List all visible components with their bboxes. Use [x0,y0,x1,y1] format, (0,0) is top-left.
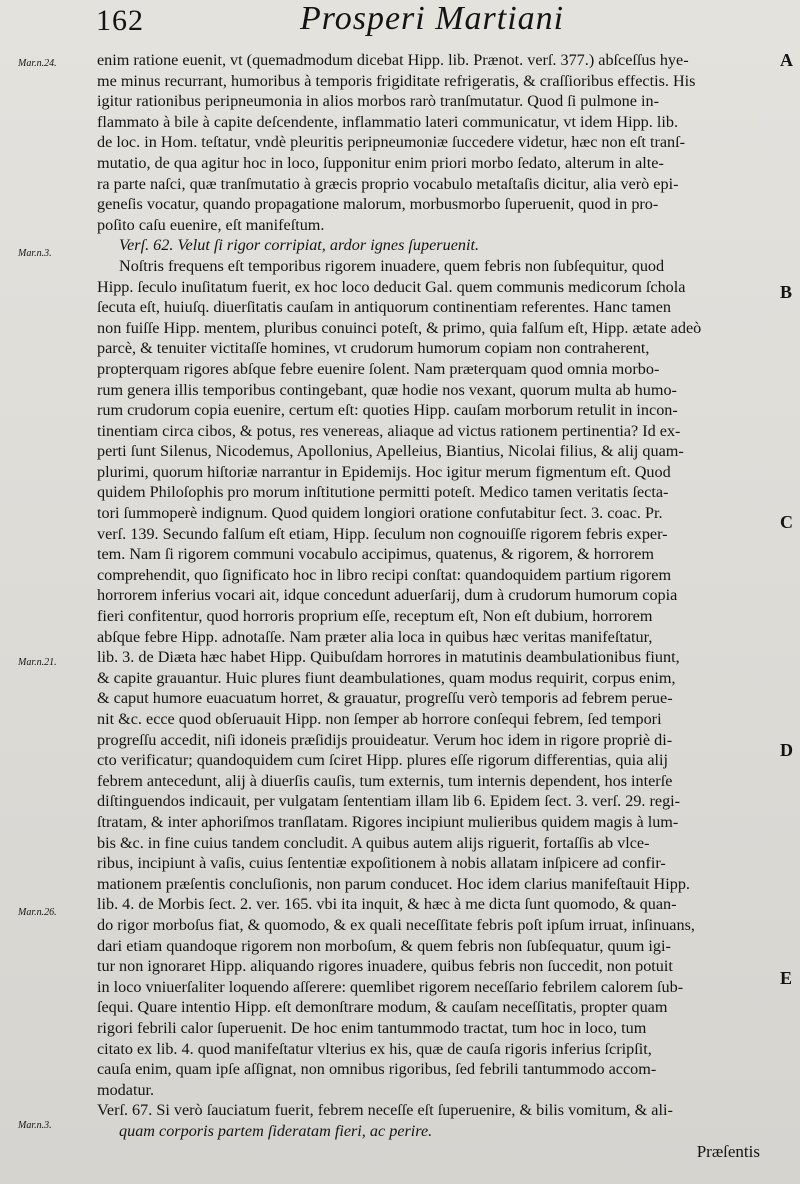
text-line: ſequi. Quare intentio Hipp. eſt demonſtrare modum, & cauſam neceſſitatis, propter quam [97,998,668,1017]
running-title: Prosperi Martiani [300,0,565,37]
margin-note: Mar.n.3. [18,1120,52,1131]
text-line: poſito caſu euenire, eſt manifeſtum. [97,215,325,234]
text-line: mutatio, de qua agitur hoc in loco, ſupponitur enim priori morbo ſedato, alterum in alte- [97,153,664,172]
text-line: mationem præſentis concluſionis, non parum conducet. Hoc idem clarius manifeſtauit Hipp. [97,874,690,893]
margin-note: Mar.n.26. [18,907,57,918]
text-line: tinentiam circa cibos, & potus, res venereas, aliaque ad victus rationem pertinentia? Id ex- [97,421,681,440]
verse-heading: quam corporis partem ſideratam fieri, ac perire. [119,1121,433,1140]
text-line: lib. 4. de Morbis ſect. 2. ver. 165. vbi ita inquit, & hæc à me dicta ſunt quomodo, & quan- [97,895,677,914]
text-line: ſtratam, & inter aphoriſmos tranſlatam. Rigores incipiunt mulieribus quidem magis à lum- [97,812,679,831]
text-line: modatur. [97,1080,155,1099]
text-line: horrorem inferius vocari ait, idque concedunt aduerſarij, dum à crudorum humorum copia [97,586,678,605]
body-text [97,50,769,1162]
text-line: tori ſummoperè indignum. Quod quidem longiori oratione confutabitur ſect. 3. coac. Pr. [97,504,663,523]
text-line: parcè, & tenuiter victitaſſe homines, vt crudorum humorum copiam non contraherent, [97,339,650,358]
text-line: igitur rationibus peripneumonia in alios morbos rarò tranſmutatur. Quod ſi pulmone in- [97,92,659,111]
text-line: & caput humore euacuatum horret, & grauatur, progreſſu verò temporis ad febrem perue- [97,689,673,708]
margin-letter: B [780,282,793,302]
margin-letter: C [780,512,793,532]
text-line: rum genera illis temporibus contingebant, quæ hodie nos vexant, quorum multa ab humo- [97,380,677,399]
text-line: ſecuta eſt, huiuſq. diuerſitatis cauſam in antiquorum continentiam referentes. Hanc tamen [97,298,672,317]
text-line: me minus recurrant, humoribus à temporis frigiditate refrigeratis, & craſſioribus effectis. His [97,71,696,90]
margin-note: Mar.n.24. [18,58,57,69]
text-line: rigori febrili calor ſuperuenit. De hoc enim tantummodo tractat, tum hoc in loco, tum [97,1018,647,1037]
text-line: Noſtris frequens eſt temporibus rigorem inuadere, quem febris non ſubſequitur, quod [119,256,665,275]
text-line: tem. Nam ſi rigorem communi vocabulo accipimus, quatenus, & rigorem, & horrorem [97,545,654,564]
text-line: do rigor morboſus fiat, & quomodo, & ex quali neceſſitate febris poſt ipſum irruat, inſinuans, [97,915,695,934]
text-line: citato ex lib. 4. quod manifeſtatur vlterius ex his, quæ de cauſa rigoris inferius ſcripſit, [97,1039,652,1058]
text-line: comprehendit, quo ſignificato hoc in libro recipi conſtat: quandoquidem partium rigorem [97,565,672,584]
text-line: quidem Philoſophis pro morum inſtitutione permitti poteſt. Medico tamen veritatis ſecta- [97,483,669,502]
text-line: in loco vniuerſaliter loquendo aſſerere: quemlibet rigorem neceſſario febrilem calorem ſub- [97,977,684,996]
text-line: geneſis vocatur, quando propagatione malorum, morbusmorbo ſuperuenit, quod in pro- [97,195,659,214]
text-line: cauſa enim, quam ipſe aſſignat, non omnibus rigoribus, ſed febrili tantummodo accom- [97,1060,657,1079]
text-line: & capite grauantur. Huic plures fiunt deambulationes, quam modus requirit, corpus enim, [97,668,676,687]
verse-heading: Verſ. 62. Velut ſi rigor corripiat, ardor ignes ſuperuenit. [119,236,480,255]
text-line: verſ. 139. Secundo falſum eſt etiam, Hipp. ſeculum non cognouiſſe rigorem febris exper- [97,524,668,543]
text-line: flammato à bile à capite deſcendente, inflammatio lateri communicatur, vt idem Hipp. lib. [97,112,679,131]
text-line: progreſſu accedit, niſi idoneis præſidijs prouideatur. Verum hoc idem in rigore propriè di- [97,730,673,749]
text-line: abſque febre Hipp. adnotaſſe. Nam præter alia loca in quibus hæc veritas manifeſtatur, [97,627,653,646]
text-line: febrem antecedunt, alij à diuerſis cauſis, tum externis, tum internis dependent, hos interſe [97,771,673,790]
verse-heading-continued [97,1141,769,1162]
text-line: enim ratione euenit, vt (quemadmodum dicebat Hipp. lib. Prænot. verſ. 377.) abſceſſus hye- [97,51,689,69]
text-line: Verſ. 67. Si verò ſauciatum fuerit, febrem neceſſe eſt ſuperuenire, & bilis vomitum, & ali- [97,1101,673,1120]
text-line: ribus, incipiunt à vaſis, cuius ſententiæ expoſitionem à nobis allatam inſpicere ad confir- [97,854,666,873]
text-line: lib. 3. de Diæta hæc habet Hipp. Quibuſdam horrores in matutinis deambulationibus fiunt, [97,648,680,667]
text-line: fieri confitentur, quod horroris proprium eſſe, receptum eſt, Non eſt dubium, horrorem [97,607,653,626]
margin-letter: A [780,50,793,70]
text-line: propterquam rigores abſque febre euenire ſolent. Nam præterquam quod omnia morbo- [97,359,660,378]
text-line: de loc. in Hom. teſtatur, vndè pleuritis peripneumoniæ ſuccedere videtur, hæc non eſt tranſ- [97,133,686,152]
text-line: diſtinguendos indicauit, per vulgatam ſententiam illam lib 6. Epidem ſect. 3. verſ. 29. regi- [97,792,681,811]
text-line: cto verificatur; quandoquidem cum ſciret Hipp. plures eſſe rigorum differentias, quia alij [97,751,669,770]
text-line: non fuiſſe Hipp. mentem, pluribus conuinci poteſt, & primo, quia falſum eſt, Hipp. ætate adeò [97,318,702,337]
catchword: Præſentis [696,1142,760,1161]
margin-letter: E [780,968,793,988]
text-line: plurimi, quorum hiſtoriæ narrantur in Epidemijs. Hoc igitur merum figmentum eſt. Quod [97,462,671,481]
text-line: bis &c. in fine cuius tandem concludit. A quibus autem alijs riguerit, fortaſſis ab vlce- [97,833,650,852]
text-line: dari etiam quandoque rigorem non morboſum, & quem febris non ſubſequatur, quum igi- [97,936,671,955]
text-line: Hipp. ſeculo inuſitatum fuerit, ex hoc loco deducit Gal. quem communis medicorum ſchola [97,277,686,296]
text-line: nit &c. ecce quod obſeruauit Hipp. non ſemper ab horrore conſequi febrem, ſed tempori [97,710,662,728]
text-line: perti ſunt Silenus, Nicodemus, Apollonius, Apelleius, Biantius, Nicolai filius, & alij quam- [97,442,684,461]
text-line: ra parte naſci, quæ tranſmutatio à græcis proprio vocabulo metaſtaſis dicitur, alia verò epi- [97,174,679,193]
text-line: rum crudorum copia euenire, certum eſt: quoties Hipp. cauſam morborum retulit in incon- [97,401,678,420]
margin-note: Mar.n.3. [18,248,52,259]
margin-letter: D [780,740,793,760]
text-line: tur non ignoraret Hipp. aliquando rigores inuadere, quibus febris non ſuccedit, non potuit [97,957,673,976]
margin-note: Mar.n.21. [18,657,57,668]
page-number: 162 [96,4,144,37]
